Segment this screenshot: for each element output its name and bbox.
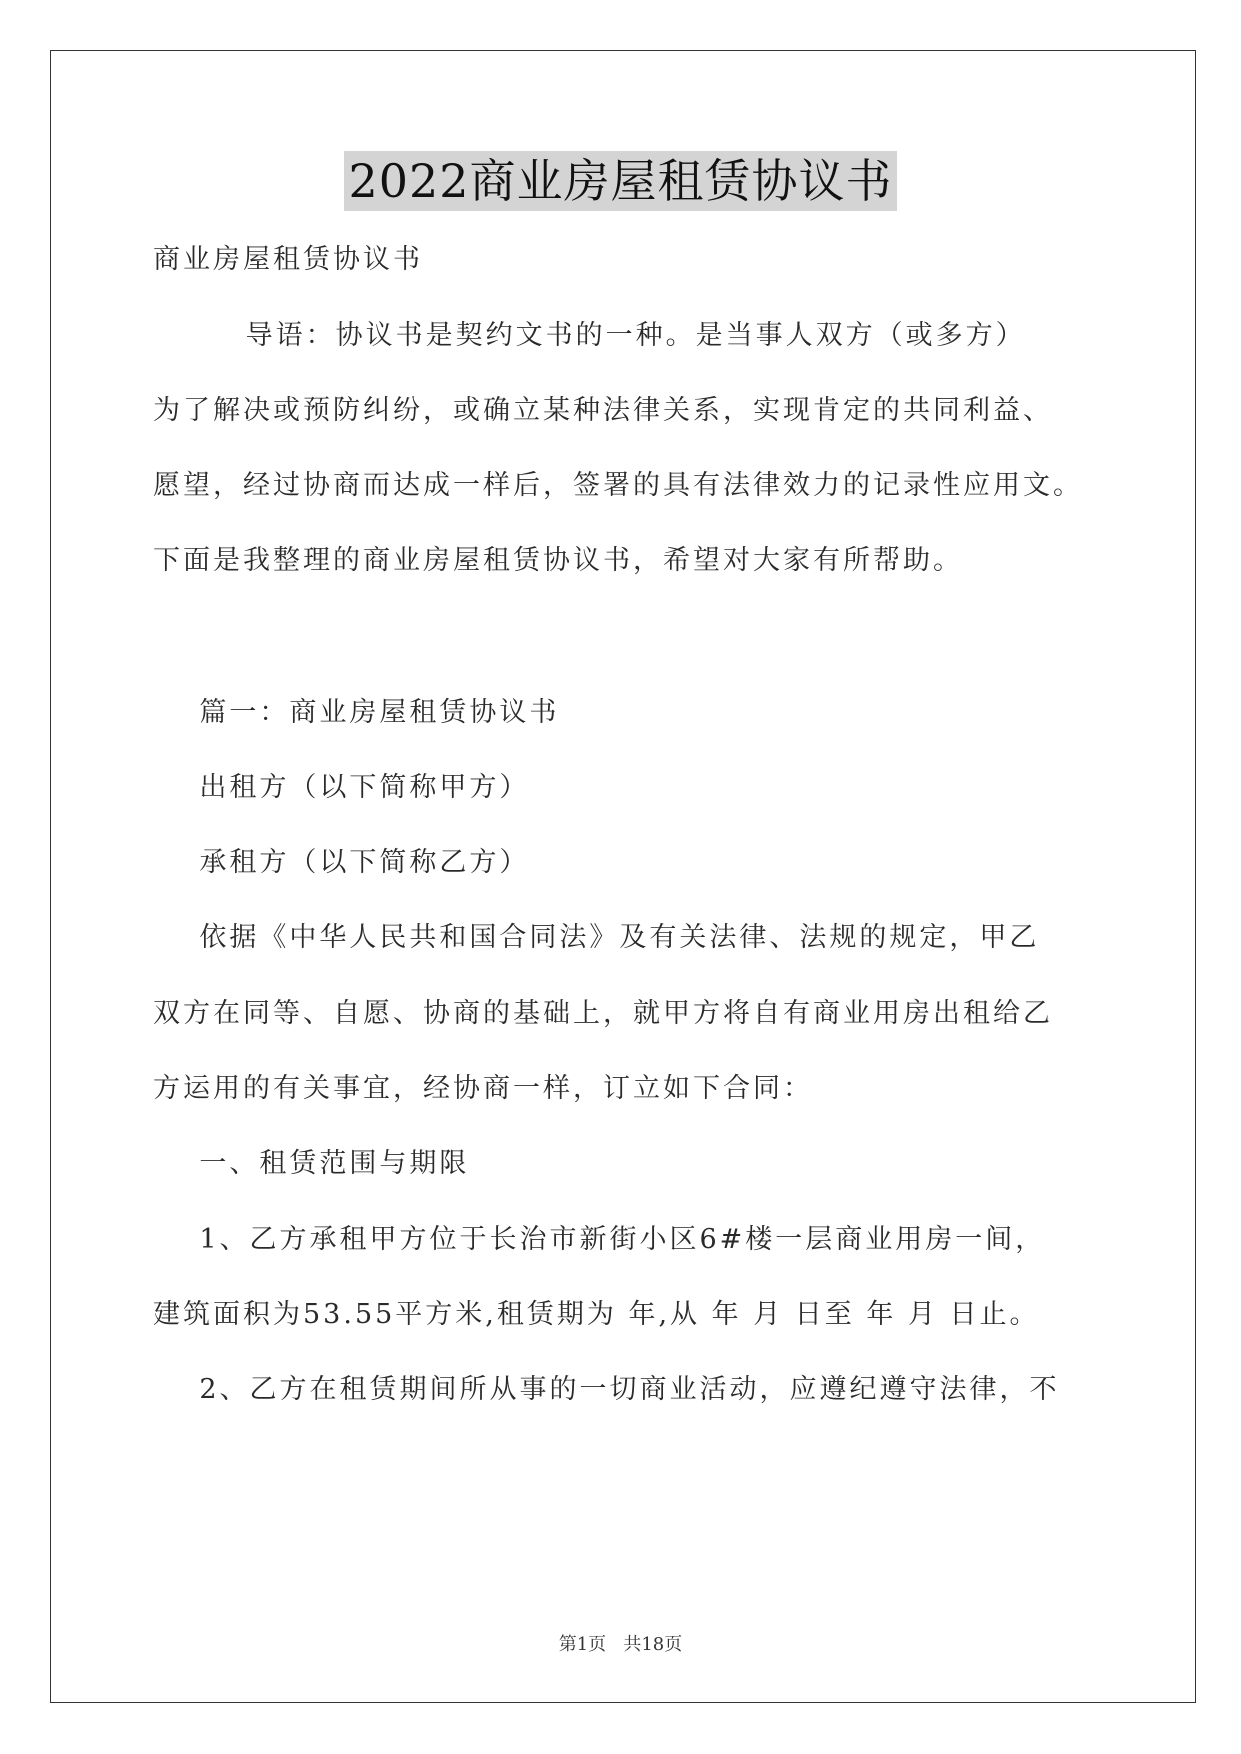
body-line: 双方在同等、自愿、协商的基础上，就甲方将自有商业用房出租给乙 (153, 998, 1053, 1029)
body-line: 依据《中华人民共和国合同法》及有关法律、法规的规定，甲乙 (153, 922, 1040, 953)
document-title: 2022商业房屋租赁协议书 (344, 151, 896, 211)
body-line: 为了解决或预防纠纷，或确立某种法律关系，实现肯定的共同利益、 (153, 395, 1053, 426)
body-line: 导语：协议书是契约文书的一种。是当事人双方（或多方） (153, 320, 1026, 351)
body-line: 商业房屋租赁协议书 (153, 244, 423, 275)
body-line: 出租方（以下简称甲方） (153, 772, 530, 803)
clause-heading: 一、租赁范围与期限 (153, 1148, 470, 1179)
section-heading: 篇一：商业房屋租赁协议书 (153, 697, 560, 728)
body-line: 下面是我整理的商业房屋租赁协议书，希望对大家有所帮助。 (153, 545, 963, 576)
body-line: 承租方（以下简称乙方） (153, 847, 530, 878)
body-line: 1、乙方承租甲方位于长治市新街小区6#楼一层商业用房一间， (153, 1224, 1046, 1255)
body-line: 建筑面积为53.55平方米,租赁期为 年,从 年 月 日至 年 月 日止。 (153, 1299, 1040, 1330)
body-line: 2、乙方在租赁期间所从事的一切商业活动，应遵纪遵守法律，不 (153, 1374, 1060, 1405)
title-container (0, 151, 1241, 211)
body-line: 愿望，经过协商而达成一样后，签署的具有法律效力的记录性应用文。 (153, 470, 1083, 501)
page-number: 第1页 共18页 (558, 1634, 683, 1655)
body-line: 方运用的有关事宜，经协商一样，订立如下合同： (153, 1073, 813, 1104)
